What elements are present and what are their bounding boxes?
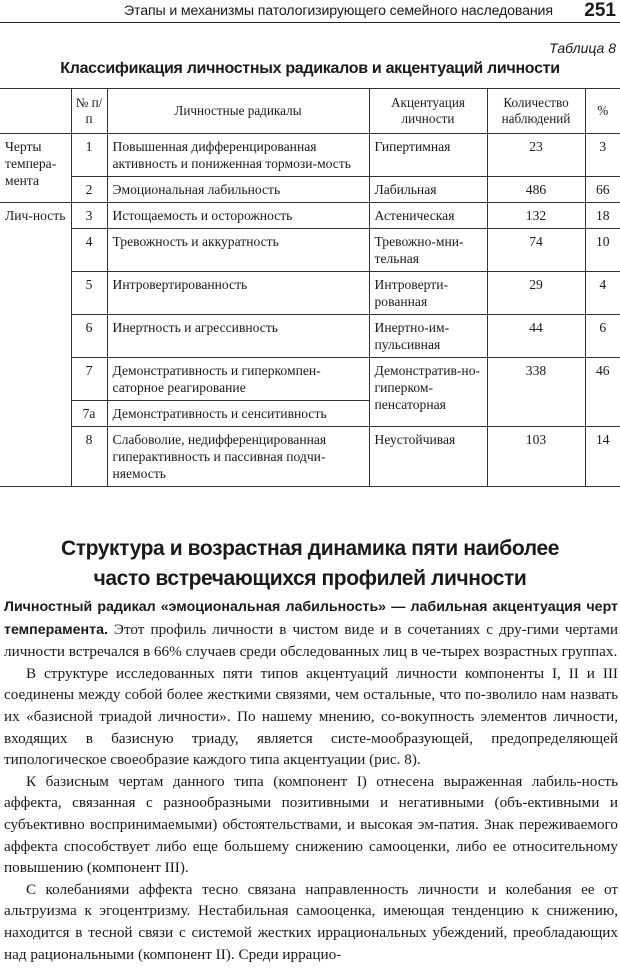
row-count: 338 bbox=[487, 358, 585, 427]
group-temperament: Черты темпера-мента bbox=[0, 134, 71, 203]
row-accent: Тревожно-мни-тельная bbox=[369, 229, 487, 272]
section-heading-line1: Структура и возрастная динамика пяти наиболее bbox=[60, 537, 560, 560]
row-radical: Повышенная дифференцированная активность и пониженная тормози-мость bbox=[107, 134, 369, 177]
paragraph: С колебаниями аффекта тесно связана направленность личности и колебания ее от альтруизма к эгоцентризму. Нестабильная самооценка, имеющая тенденцию к снижению, находится в тесной связи с системой жестких иррациональных убеждений, преобладающих над рациональными (компонент II). Среди иррацио- bbox=[4, 880, 618, 963]
row-num: 5 bbox=[71, 272, 107, 315]
table-label: Таблица 8 bbox=[549, 40, 616, 56]
row-count: 103 bbox=[487, 427, 585, 487]
row-accent: Интроверти-рованная bbox=[369, 272, 487, 315]
table-row bbox=[0, 177, 620, 203]
row-accent: Лабильная bbox=[369, 177, 487, 203]
row-count: 23 bbox=[487, 134, 585, 177]
header-group bbox=[0, 89, 71, 134]
paragraph: В структуре исследованных пяти типов акцентуаций личности компоненты I, II и III соединены между собой более жесткими связями, чем остальные, что по-зволило нам назвать их «базисной триадой личности». По нашему мнению, со-вокупность элементов личности, входящих в базисную триаду, является систе-мообразующей, предопределяющей типологическое своеобразие каждого типа акцентуации (рис. 8). bbox=[4, 664, 618, 769]
paragraph-text: Этот профиль личности в чистом виде и в сочетаниях с дру-гими чертами личности встречался в 66% случаев среди обследованных лиц в че-тырех возрастных группах. bbox=[4, 620, 618, 661]
group-personality: Лич-ность bbox=[0, 203, 71, 487]
row-accent: Неустойчивая bbox=[369, 427, 487, 487]
row-accent: Демонстратив-но-гиперком-пенсаторная bbox=[369, 358, 487, 427]
table-row bbox=[0, 229, 620, 272]
table-row bbox=[0, 427, 620, 487]
row-pct: 3 bbox=[585, 134, 620, 177]
row-num: 7 bbox=[71, 358, 107, 401]
header-count: Количество наблюдений bbox=[487, 89, 585, 134]
row-accent: Гипертимная bbox=[369, 134, 487, 177]
table-row bbox=[0, 272, 620, 315]
row-radical: Эмоциональная лабильность bbox=[107, 177, 369, 203]
row-num: 8 bbox=[71, 427, 107, 487]
classification-table bbox=[0, 88, 620, 487]
row-accent: Астеническая bbox=[369, 203, 487, 229]
row-num: 2 bbox=[71, 177, 107, 203]
header-radical: Личностные радикалы bbox=[107, 89, 369, 134]
row-accent: Инертно-им-пульсивная bbox=[369, 315, 487, 358]
row-num: 6 bbox=[71, 315, 107, 358]
paragraph: К базисным чертам данного типа (компонент I) отнесена выраженная лабиль-ность аффекта, связанная с разнообразными позитивными и негативными (объ-ективными и субъективно воспринимаемыми) обстоятельствами, и высокая эм-патия. Знак переживаемого аффекта способствует либо еще большему снижению самооценки, либо ее относительному повышению (компонент III). bbox=[4, 772, 618, 877]
row-radical: Интровертированность bbox=[107, 272, 369, 315]
paragraph bbox=[4, 596, 618, 663]
table-title: Классификация личностных радикалов и акцентуаций личности bbox=[60, 60, 560, 77]
row-pct: 46 bbox=[585, 358, 620, 427]
running-title: Этапы и механизмы патологизирующего семейного наследования bbox=[124, 3, 553, 19]
row-count: 44 bbox=[487, 315, 585, 358]
body-text bbox=[4, 596, 618, 965]
table-row bbox=[0, 358, 620, 401]
row-pct: 14 bbox=[585, 427, 620, 487]
table-header-row bbox=[0, 89, 620, 134]
row-num: 1 bbox=[71, 134, 107, 177]
row-pct: 18 bbox=[585, 203, 620, 229]
paragraph-lead: Личностный радикал «эмоциональная лабильность» — лабильная акцентуация черт темперамента. bbox=[4, 599, 618, 638]
table-row bbox=[0, 134, 620, 177]
row-radical: Демонстративность и сенситивность bbox=[107, 401, 369, 427]
row-radical: Истощаемость и осторожность bbox=[107, 203, 369, 229]
row-count: 486 bbox=[487, 177, 585, 203]
row-pct: 4 bbox=[585, 272, 620, 315]
row-pct: 10 bbox=[585, 229, 620, 272]
row-radical: Слабоволие, недифференцированная гиперактивность и пассивная подчи-няемость bbox=[107, 427, 369, 487]
row-count: 132 bbox=[487, 203, 585, 229]
table-row bbox=[0, 203, 620, 229]
header-num: № п/п bbox=[71, 89, 107, 134]
row-radical: Инертность и агрессивность bbox=[107, 315, 369, 358]
header-accent: Акцентуация личности bbox=[369, 89, 487, 134]
row-num: 4 bbox=[71, 229, 107, 272]
row-radical: Демонстративность и гиперкомпен-саторное реагирование bbox=[107, 358, 369, 401]
row-pct: 66 bbox=[585, 177, 620, 203]
row-count: 29 bbox=[487, 272, 585, 315]
page-number: 251 bbox=[584, 0, 616, 21]
section-heading-line2: часто встречающихся профилей личности bbox=[93, 567, 527, 590]
section-heading bbox=[0, 534, 620, 594]
row-pct: 6 bbox=[585, 315, 620, 358]
row-num: 3 bbox=[71, 203, 107, 229]
running-header bbox=[0, 0, 620, 23]
row-num: 7а bbox=[71, 401, 107, 427]
table-row bbox=[0, 315, 620, 358]
header-pct: % bbox=[585, 89, 620, 134]
row-count: 74 bbox=[487, 229, 585, 272]
row-radical: Тревожность и аккуратность bbox=[107, 229, 369, 272]
